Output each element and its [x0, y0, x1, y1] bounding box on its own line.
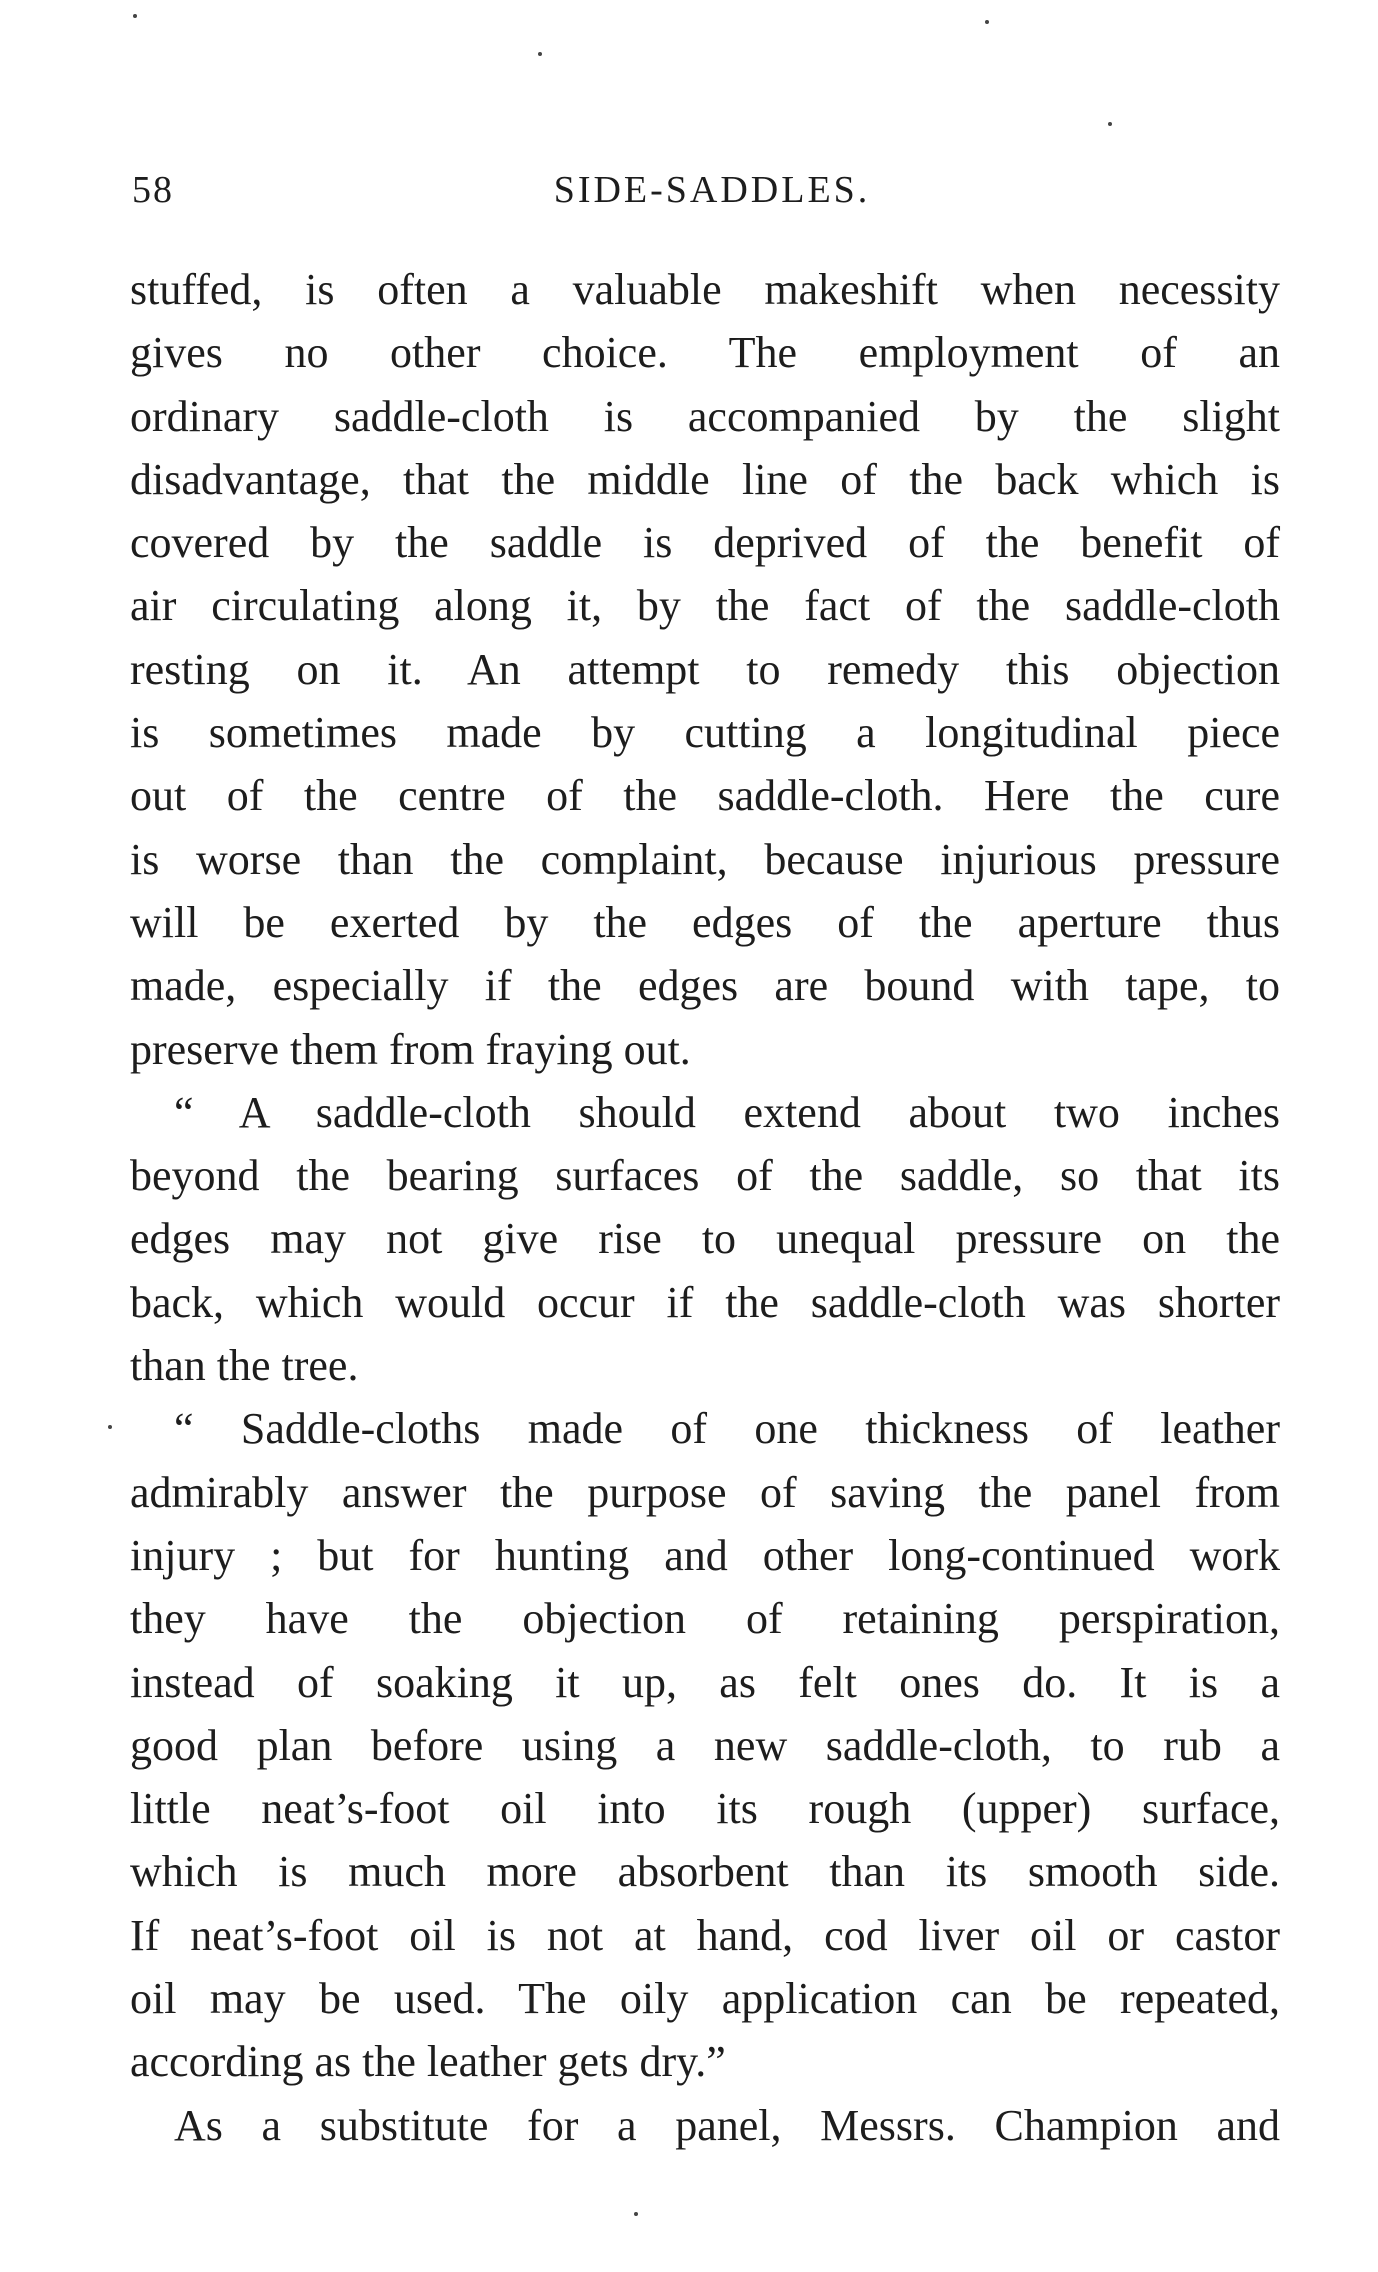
text-line: ordinary saddle-cloth is accompanied by the slight: [130, 391, 1280, 441]
text-line: good plan before using a new saddle-cloth, to rub a: [130, 1720, 1280, 1770]
text-line: little neat’s-foot oil into its rough (upper) surface,: [130, 1784, 1280, 1834]
text-line: air circulating along it, by the fact of the saddle-cloth: [130, 581, 1280, 631]
text-line: beyond the bearing surfaces of the saddle, so that its: [130, 1151, 1280, 1201]
text-line: back, which would occur if the saddle-cloth was shorter: [130, 1277, 1280, 1327]
paper-speck: [133, 14, 137, 18]
text-line: admirably answer the purpose of saving the panel from: [130, 1467, 1280, 1517]
text-line: covered by the saddle is deprived of the benefit of: [130, 518, 1280, 568]
text-line: than the tree.: [130, 1341, 359, 1391]
page-header: [132, 168, 1292, 228]
page-number: 58: [132, 169, 174, 211]
text-line: instead of soaking it up, as felt ones do. It is a: [130, 1657, 1280, 1707]
text-line: will be exerted by the edges of the aperture thus: [130, 897, 1280, 947]
text-line: disadvantage, that the middle line of the back which is: [130, 454, 1280, 504]
paper-speck: [538, 52, 542, 56]
running-title: SIDE-SADDLES.: [553, 169, 871, 211]
text-line: is worse than the complaint, because injurious pressure: [130, 834, 1280, 884]
paper-speck: [985, 20, 989, 24]
text-line: preserve them from fraying out.: [130, 1024, 691, 1074]
text-line: according as the leather gets dry.”: [130, 2037, 726, 2087]
text-line: As a substitute for a panel, Messrs. Champion and: [174, 2100, 1280, 2150]
text-line: edges may not give rise to unequal pressure on the: [130, 1214, 1280, 1264]
paper-speck: [634, 2212, 638, 2216]
text-line: they have the objection of retaining perspiration,: [130, 1594, 1280, 1644]
text-line: which is much more absorbent than its smooth side.: [130, 1847, 1280, 1897]
text-line: out of the centre of the saddle-cloth. Here the cure: [130, 771, 1280, 821]
text-line: is sometimes made by cutting a longitudinal piece: [130, 708, 1280, 758]
text-line: made, especially if the edges are bound with tape, to: [130, 961, 1280, 1011]
text-line: “ A saddle-cloth should extend about two inches: [174, 1087, 1280, 1137]
paper-speck: [108, 1425, 112, 1429]
body-text: [130, 258, 1280, 2157]
text-line: stuffed, is often a valuable makeshift when necessity: [130, 265, 1280, 314]
text-line: gives no other choice. The employment of an: [130, 328, 1280, 378]
text-line: oil may be used. The oily application can be repeated,: [130, 1974, 1280, 2024]
text-line: resting on it. An attempt to remedy this objection: [130, 644, 1280, 694]
text-line: If neat’s-foot oil is not at hand, cod liver oil or castor: [130, 1910, 1280, 1960]
text-line: injury ; but for hunting and other long-continued work: [130, 1530, 1280, 1580]
text-line: “ Saddle-cloths made of one thickness of leather: [174, 1404, 1280, 1454]
paper-speck: [1108, 122, 1112, 126]
